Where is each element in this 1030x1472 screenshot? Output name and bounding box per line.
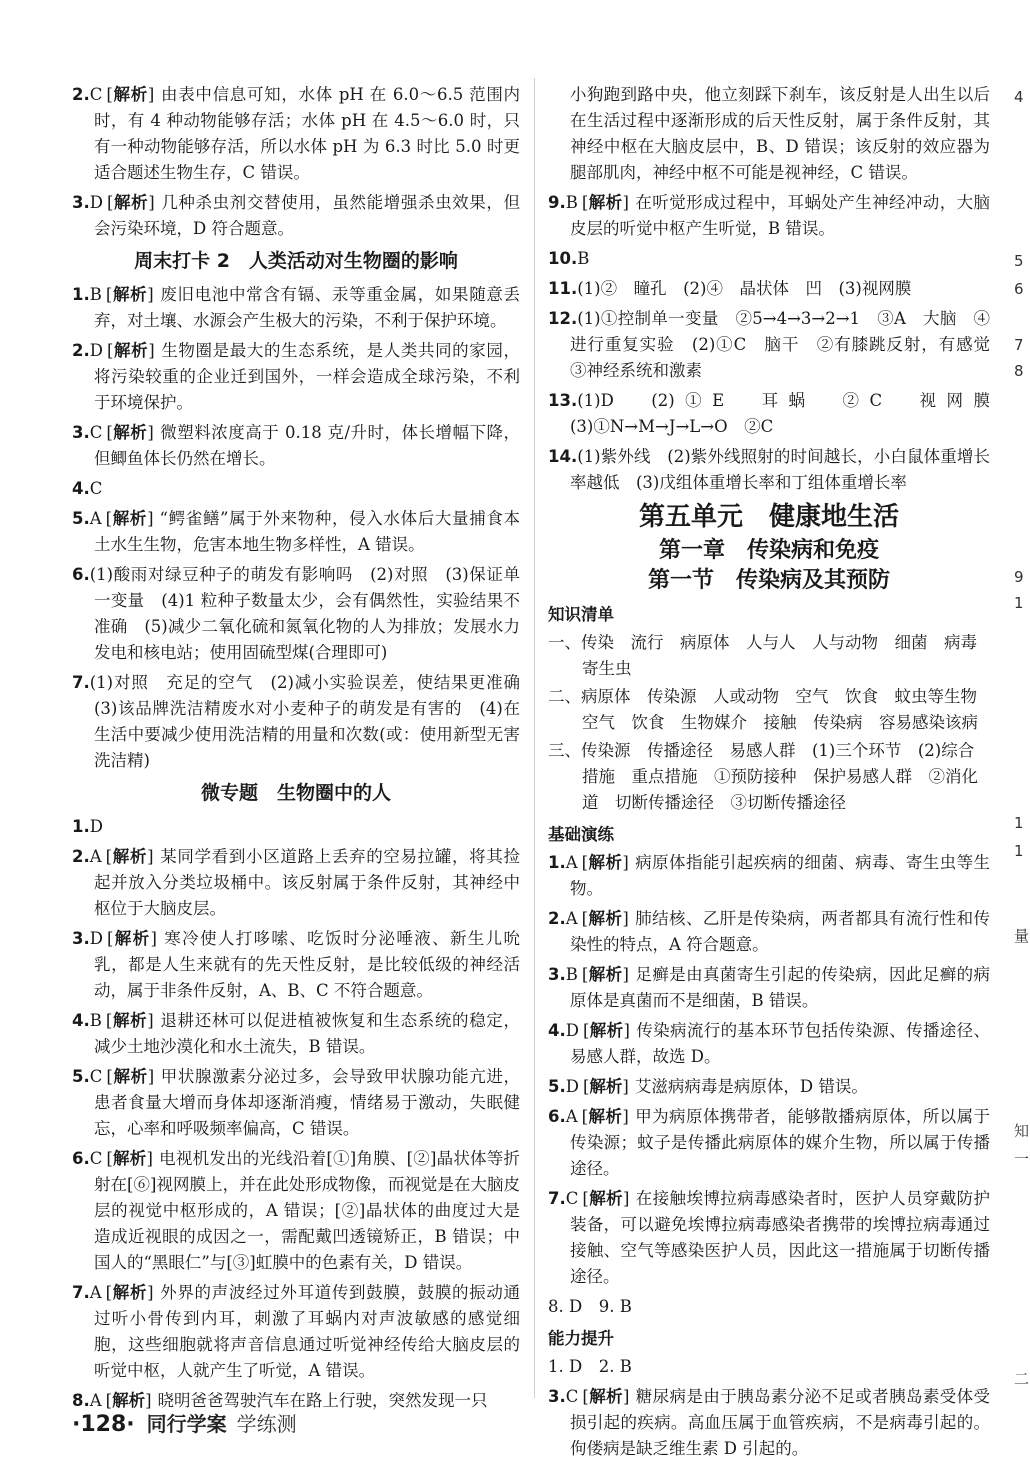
answer-continuation: 小狗跑到路中央，他立刻踩下刹车，该反射是人出生以后在生活过程中逐渐形成的后天性反射，属于条件反射，其神经中枢在大脑皮层中，B、D 错误；该反射的效应器为腿部肌肉，神经中枢不可能是视神经，C 错误。: [570, 85, 990, 182]
chapter-title: 第一章 传染病和免疫: [658, 538, 879, 563]
answer-item: 13.(1)D (2)①E 耳蜗 ②C 视网膜 (3)①N→M→J→L→O ②C: [548, 391, 1007, 436]
answer-item: 10.B: [548, 249, 590, 268]
ability-heading: 能力提升: [548, 1329, 614, 1348]
section-title: 微专题 生物圈中的人: [200, 782, 391, 804]
page-footer: [72, 1408, 297, 1437]
edge-fragment: 量: [1014, 927, 1030, 945]
edge-fragment: 8: [1014, 362, 1024, 380]
edge-fragment: 9: [1014, 568, 1024, 586]
unit-title: 第五单元 健康地生活: [638, 502, 899, 532]
basic-practice-heading: 基础演练: [548, 825, 614, 844]
knowledge-line: 一、传染 流行 病原体 人与人 人与动物 细菌 病毒 寄生虫: [548, 633, 994, 678]
answer-item: 8. D 9. B: [548, 1297, 632, 1316]
edge-fragment: 知: [1014, 1122, 1030, 1140]
answer-item: 4.C: [72, 479, 103, 498]
edge-fragment: 7: [1014, 336, 1024, 354]
answer-item: 5.A [解析] “鳄雀鳝”属于外来物种，侵入水体后大量捕食本土水生生物，危害本地生物多样性，A 错误。: [72, 509, 521, 554]
answer-item: 11.(1)② 瞳孔 (2)④ 晶状体 凹 (3)视网膜: [548, 279, 912, 298]
column-divider: [534, 78, 535, 1398]
answer-item: 1.D: [72, 817, 103, 836]
answer-item: 5.D [解析] 艾滋病病毒是病原体，D 错误。: [548, 1077, 868, 1096]
edge-fragment: 4: [1014, 88, 1024, 106]
edge-fragment: 1: [1014, 842, 1024, 860]
answer-item: 5.C [解析] 甲状腺激素分泌过多，会导致甲状腺功能亢进，患者食量大增而身体却逐渐消瘦，情绪易于激动，失眠健忘，心率和呼吸频率偏高，C 错误。: [72, 1067, 521, 1138]
edge-fragment: 6: [1014, 280, 1024, 298]
edge-fragment: 二: [1014, 1370, 1030, 1388]
answer-item: 1.A [解析] 病原体指能引起疾病的细菌、病毒、寄生虫等生物。: [548, 853, 991, 898]
answer-item: 12.(1)①控制单一变量 ②5→4→3→2→1 ③A 大脑 ④进行重复实验 (2)①C 脑干 ②有膝跳反射，有感觉 ③神经系统和激素: [548, 309, 1007, 380]
edge-fragment: 一: [1014, 1150, 1030, 1168]
answer-item: 3.C [解析] 糖尿病是由于胰岛素分泌不足或者胰岛素受体受损引起的疾病。高血压属于血管疾病，不是病毒引起的。佝偻病是缺乏维生素 D 引起的。: [548, 1387, 991, 1458]
answer-item: 2.D [解析] 生物圈是最大的生态系统，是人类共同的家园，将污染较重的企业迁到国外，一样会造成全球污染，不利于环境保护。: [72, 341, 521, 412]
answer-item: 1.B [解析] 废旧电池中常含有镉、汞等重金属，如果随意丢弃，对土壤、水源会产生极大的污染，不利于保护环境。: [72, 285, 521, 330]
answer-item: 2.A [解析] 肺结核、乙肝是传染病，两者都具有流行性和传染性的特点，A 符合题意。: [548, 909, 991, 954]
answer-item: 3.D [解析] 寒冷使人打哆嗦、吃饭时分泌唾液、新生儿吮乳，都是人生来就有的先天性反射，是比较低级的神经活动，属于非条件反射，A、B、C 不符合题意。: [72, 929, 521, 1000]
right-column: [548, 82, 1007, 1466]
answer-item: 6.A [解析] 甲为病原体携带者，能够散播病原体，所以属于传染源；蚊子是传播此病原体的媒介生物，所以属于传播途径。: [548, 1107, 991, 1178]
knowledge-heading: 知识清单: [548, 605, 614, 624]
answer-item: 3.D [解析] 几种杀虫剂交替使用，虽然能增强杀虫效果，但会污染环境，D 符合题意。: [72, 193, 521, 238]
answer-item: 14.(1)紫外线 (2)紫外线照射的时间越长，小白鼠体重增长率越低 (3)戊组体重增长率和丁组体重增长率: [548, 447, 990, 492]
knowledge-line: 二、病原体 传染源 人或动物 空气 饮食 蚊虫等生物 空气 饮食 生物媒介 接触 传染病 容易感染该病: [548, 687, 994, 732]
answer-item: 4.D [解析] 传染病流行的基本环节包括传染源、传播途径、易感人群，故选 D。: [548, 1021, 991, 1066]
answer-item: 2.A [解析] 某同学看到小区道路上丢弃的空易拉罐，将其捡起并放入分类垃圾桶中。该反射属于条件反射，其神经中枢位于大脑皮层。: [72, 847, 521, 918]
answer-item: 3.C [解析] 微塑料浓度高于 0.18 克/升时，体长增幅下降，但鲫鱼体长仍然在增长。: [72, 423, 520, 468]
answer-item: 8.A [解析] 晓明爸爸驾驶汽车在路上行驶，突然发现一只: [72, 1391, 488, 1410]
page-number: ·128·: [72, 1412, 135, 1437]
series-name: 学练测: [236, 1412, 297, 1436]
answer-item: 7.A [解析] 外界的声波经过外耳道传到鼓膜，鼓膜的振动通过听小骨传到内耳，刺激了耳蜗内对声波敏感的感觉细胞，这些细胞就将声音信息通过听觉神经传给大脑皮层的听觉中枢，人就产生了听觉，A 错误。: [72, 1283, 521, 1380]
answer-item: 6.C [解析] 电视机发出的光线沿着[①]角膜、[②]晶状体等折射在[⑥]视网膜上，并在此处形成物像，而视觉是在大脑皮层的视觉中枢形成的，A 错误；[②]晶状体的曲度过大是造成近视眼的成因之一，需配戴凹透镜矫正，B 错误；中国人的“黑眼仁”与[③]虹膜中的色素有关，D 错误。: [72, 1149, 521, 1272]
answer-item: 6.(1)酸雨对绿豆种子的萌发有影响吗 (2)对照 (3)保证单一变量 (4)1 粒种子数量太少，会有偶然性，实验结果不准确 (5)减少二氧化硫和氮氧化物的人为排放；发展水力发电和核电站；使用固硫型煤(合理即可): [72, 565, 520, 662]
answer-item: 9.B [解析] 在听觉形成过程中，耳蜗处产生神经冲动，大脑皮层的听觉中枢产生听觉，B 错误。: [548, 193, 991, 238]
answer-item: 4.B [解析] 退耕还林可以促进植被恢复和生态系统的稳定，减少土地沙漠化和水土流失，B 错误。: [72, 1011, 521, 1056]
answer-item: 7.C [解析] 在接触埃博拉病毒感染者时，医护人员穿戴防护装备，可以避免埃博拉病毒感染者携带的埃博拉病毒通过接触、空气等感染医护人员，因此这一措施属于切断传播途径。: [548, 1189, 991, 1286]
answer-item: 2.C [解析] 由表中信息可知，水体 pH 在 6.0～6.5 范围内时，有 4 种动物能够存活；水体 pH 在 4.5～6.0 时，只有一种动物能够存活，所以水体 pH 为 6.3 时比 5.0 时更适合题述生物生存，C 错误。: [72, 85, 521, 182]
brand-name: 同行学案: [146, 1412, 227, 1436]
answer-item: 1. D 2. B: [548, 1357, 632, 1376]
edge-fragment: 5: [1014, 252, 1024, 270]
answer-item: 7.(1)对照 充足的空气 (2)减小实验误差，使结果更准确 (3)该品牌洗洁精废水对小麦种子的萌发是有害的 (4)在生活中要减少使用洗洁精的用量和次数(或：使用新型无害洗洁精): [72, 673, 537, 770]
left-column: [72, 82, 537, 1418]
answer-item: 3.B [解析] 足癣是由真菌寄生引起的传染病，因此足癣的病原体是真菌而不是细菌，B 错误。: [548, 965, 991, 1010]
section-title: 第一节 传染病及其预防: [647, 568, 890, 593]
section-title: 周末打卡 2 人类活动对生物圈的影响: [134, 250, 458, 272]
knowledge-line: 三、传染源 传播途径 易感人群 (1)三个环节 (2)综合措施 重点措施 ①预防接种 保护易感人群 ②消化道 切断传播途径 ③切断传播途径: [548, 741, 978, 812]
edge-fragment: 1: [1014, 594, 1024, 612]
edge-fragment: 1: [1014, 814, 1024, 832]
